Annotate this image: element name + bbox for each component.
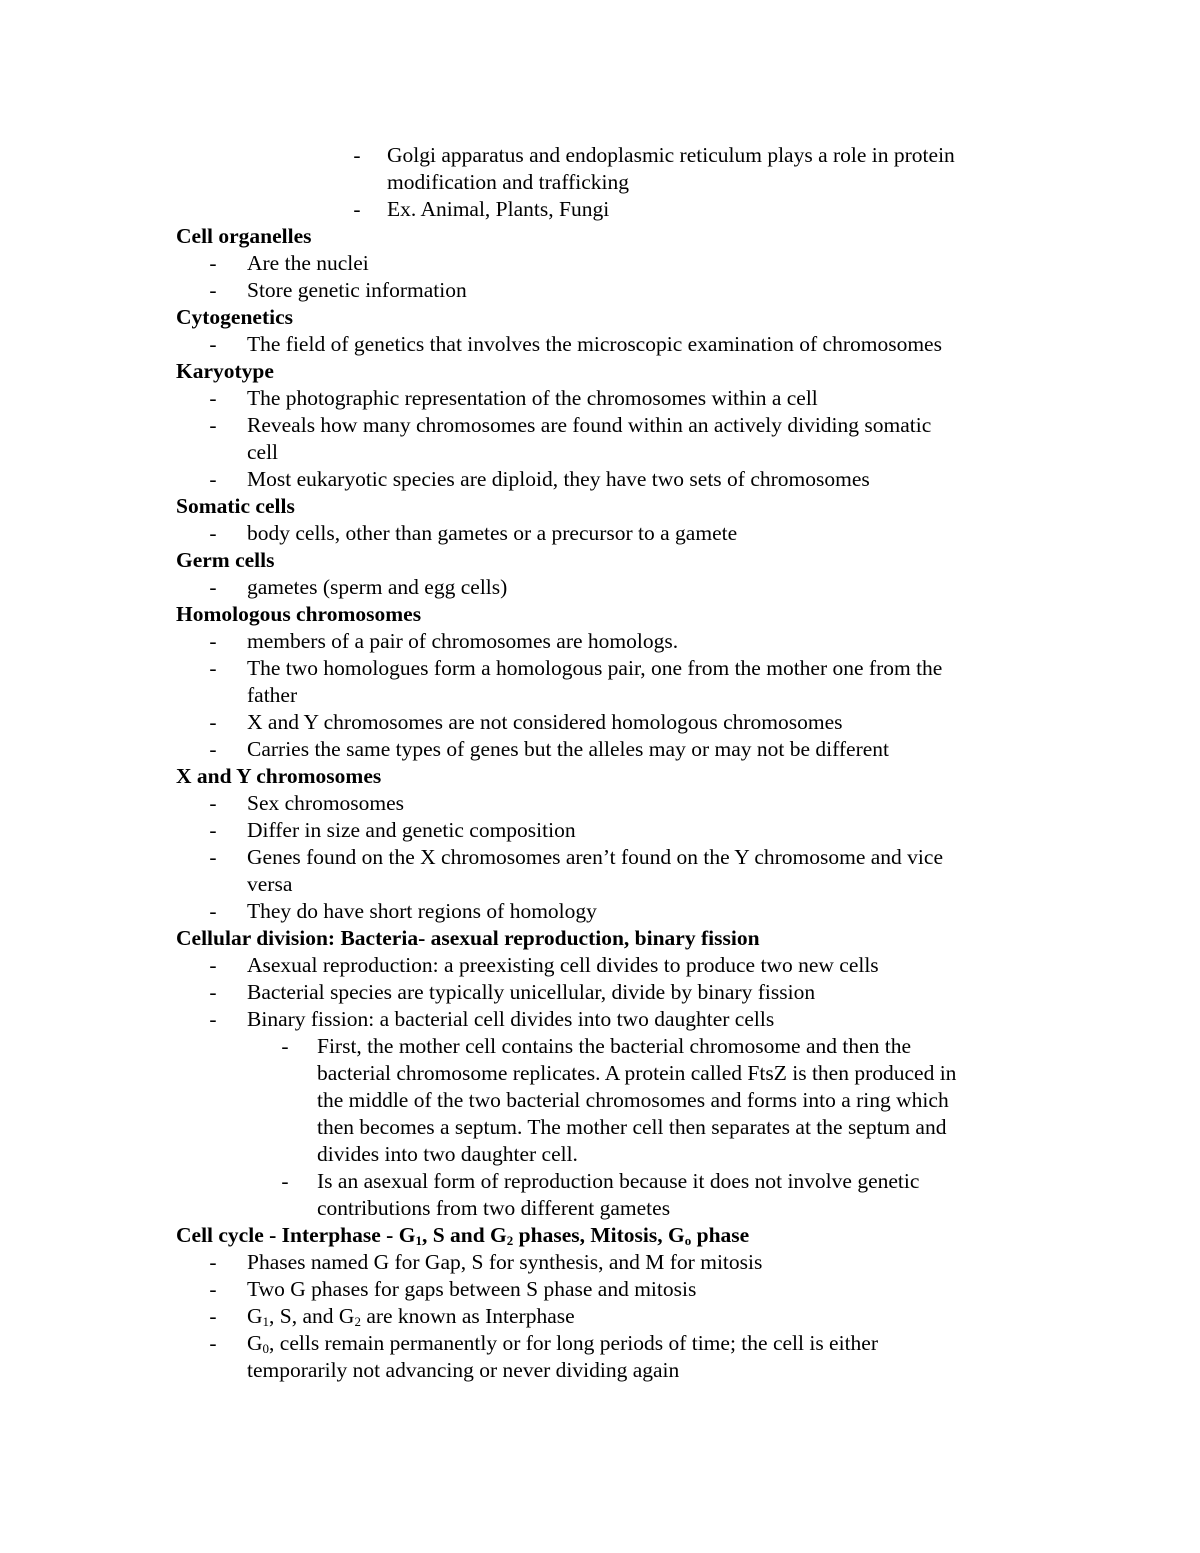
section-heading [176, 1222, 1036, 1249]
list-item-text: X and Y chromosomes are not considered homologous chromosomes [247, 710, 843, 734]
list-item [176, 1006, 1036, 1033]
bullet-dash: - [209, 386, 217, 410]
bullet-dash: - [209, 845, 217, 869]
bullet-dash: - [209, 467, 217, 491]
list-item-text: Golgi apparatus and endoplasmic reticulum plays a role in protein [387, 143, 955, 167]
list-item-text: Differ in size and genetic composition [247, 818, 576, 842]
list-item [176, 250, 1036, 277]
list-item [176, 736, 1036, 763]
bullet-dash: - [281, 1169, 289, 1193]
bullet-dash: - [209, 899, 217, 923]
list-item-text: versa [247, 872, 293, 896]
list-item [176, 412, 1036, 439]
bullet-dash: - [209, 332, 217, 356]
list-item-text: body cells, other than gametes or a precursor to a gamete [247, 521, 738, 545]
bullet-dash: - [209, 251, 217, 275]
bullet-dash: - [353, 143, 361, 167]
bullet-dash: - [209, 710, 217, 734]
list-item-text: They do have short regions of homology [247, 899, 597, 923]
list-item [176, 844, 1036, 871]
bullet-dash: - [209, 575, 217, 599]
list-item [176, 520, 1036, 547]
bullet-dash: - [209, 629, 217, 653]
heading-subscript: 2 [506, 1233, 514, 1248]
bullet-dash: - [209, 1331, 217, 1355]
bullet-dash: - [209, 1304, 217, 1328]
bullet-dash: - [209, 1007, 217, 1031]
list-item-text: The two homologues form a homologous pair, one from the mother one from the [247, 656, 943, 680]
bullet-dash: - [209, 953, 217, 977]
text-part: G [247, 1304, 263, 1328]
list-item [176, 142, 1036, 169]
bullet-dash: - [209, 980, 217, 1004]
list-item-text: Carries the same types of genes but the alleles may or may not be different [247, 737, 890, 761]
list-item-text: Two G phases for gaps between S phase and mitosis [247, 1277, 697, 1301]
list-item-continuation [176, 1357, 1036, 1384]
list-item-text: The photographic representation of the chromosomes within a cell [247, 386, 818, 410]
heading-part: Cell cycle - Interphase - G [176, 1223, 416, 1247]
list-item-text: First, the mother cell contains the bacterial chromosome and then the [317, 1034, 912, 1058]
list-item [176, 655, 1036, 682]
list-item-continuation [176, 439, 1036, 466]
list-item-text: cell [247, 440, 279, 464]
list-item-text: members of a pair of chromosomes are homologs. [247, 629, 679, 653]
list-item-text: Store genetic information [247, 278, 467, 302]
sub-list-item-continuation [176, 1114, 1036, 1141]
list-item-text [247, 1303, 575, 1330]
subscript: 2 [354, 1314, 361, 1329]
document-page [176, 142, 1036, 1384]
sub-list-item-continuation [176, 1141, 1036, 1168]
heading-subscript: o [684, 1233, 692, 1248]
list-item-text: Ex. Animal, Plants, Fungi [387, 197, 610, 221]
list-item-text: father [247, 683, 298, 707]
section-heading: Cell organelles [176, 224, 312, 248]
list-item [176, 952, 1036, 979]
heading-part: , S and G [421, 1223, 507, 1247]
list-item [176, 1303, 1036, 1330]
text-part: are known as Interphase [360, 1304, 575, 1328]
sub-list-item-continuation [176, 1087, 1036, 1114]
list-item-text [247, 1330, 878, 1357]
bullet-dash: - [353, 197, 361, 221]
text-part: , cells remain permanently or for long periods of time; the cell is either [269, 1331, 879, 1355]
list-item [176, 979, 1036, 1006]
list-item [176, 466, 1036, 493]
section-heading: X and Y chromosomes [176, 764, 382, 788]
list-item-text: modification and trafficking [387, 170, 630, 194]
subscript: 0 [262, 1341, 270, 1356]
section-heading: Karyotype [176, 359, 274, 383]
text-part: G [247, 1331, 263, 1355]
heading-part: phases, Mitosis, G [513, 1223, 685, 1247]
bullet-dash: - [209, 818, 217, 842]
sub-list-item-continuation [176, 1195, 1036, 1222]
section-heading: Cellular division: Bacteria- asexual reproduction, binary fission [176, 926, 760, 950]
list-item-text: temporarily not advancing or never dividing again [247, 1358, 680, 1382]
list-item [176, 385, 1036, 412]
list-item-text: Bacterial species are typically unicellular, divide by binary fission [247, 980, 816, 1004]
list-item [176, 1249, 1036, 1276]
continuation-list [176, 142, 1036, 223]
list-item-text: gametes (sperm and egg cells) [247, 575, 508, 599]
list-item-text: Is an asexual form of reproduction because it does not involve genetic [317, 1169, 920, 1193]
list-item [176, 331, 1036, 358]
list-item-text: Asexual reproduction: a preexisting cell divides to produce two new cells [247, 953, 879, 977]
list-item-text: Phases named G for Gap, S for synthesis, and M for mitosis [247, 1250, 763, 1274]
list-item-text: the middle of the two bacterial chromosomes and forms into a ring which [317, 1088, 949, 1112]
list-item-text: Genes found on the X chromosomes aren’t found on the Y chromosome and vice [247, 845, 943, 869]
text-part: , S, and G [269, 1304, 355, 1328]
list-item-text: contributions from two different gametes [317, 1196, 671, 1220]
heading-subscript: 1 [415, 1233, 422, 1248]
list-item-text: Most eukaryotic species are diploid, they have two sets of chromosomes [247, 467, 870, 491]
list-item-continuation [176, 871, 1036, 898]
list-item-text: bacterial chromosome replicates. A protein called FtsZ is then produced in [317, 1061, 957, 1085]
section-heading: Somatic cells [176, 494, 295, 518]
list-item-text: then becomes a septum. The mother cell then separates at the septum and [317, 1115, 947, 1139]
sub-list-item [176, 1168, 1036, 1195]
list-item-text: The field of genetics that involves the microscopic examination of chromosomes [247, 332, 942, 356]
bullet-dash: - [281, 1034, 289, 1058]
section-heading: Germ cells [176, 548, 275, 572]
list-item [176, 277, 1036, 304]
list-item [176, 628, 1036, 655]
list-item [176, 574, 1036, 601]
list-item [176, 817, 1036, 844]
list-item-text: Are the nuclei [247, 251, 369, 275]
bullet-dash: - [209, 278, 217, 302]
list-item [176, 1330, 1036, 1357]
list-item [176, 196, 1036, 223]
list-item [176, 898, 1036, 925]
bullet-dash: - [209, 1250, 217, 1274]
bullet-dash: - [209, 791, 217, 815]
sub-list-item-continuation [176, 1060, 1036, 1087]
list-item-continuation [176, 169, 1036, 196]
list-item-text: Binary fission: a bacterial cell divides into two daughter cells [247, 1007, 775, 1031]
section-heading: Homologous chromosomes [176, 602, 422, 626]
heading-part: phase [691, 1223, 750, 1247]
list-item [176, 790, 1036, 817]
sub-list-item [176, 1033, 1036, 1060]
bullet-dash: - [209, 521, 217, 545]
bullet-dash: - [209, 1277, 217, 1301]
list-item-continuation [176, 682, 1036, 709]
list-item-text: Reveals how many chromosomes are found within an actively dividing somatic [247, 413, 932, 437]
list-item [176, 709, 1036, 736]
list-item-text: Sex chromosomes [247, 791, 405, 815]
section-heading: Cytogenetics [176, 305, 294, 329]
bullet-dash: - [209, 413, 217, 437]
list-item-text: divides into two daughter cell. [317, 1142, 578, 1166]
bullet-dash: - [209, 737, 217, 761]
list-item [176, 1276, 1036, 1303]
subscript: 1 [262, 1314, 270, 1329]
bullet-dash: - [209, 656, 217, 680]
